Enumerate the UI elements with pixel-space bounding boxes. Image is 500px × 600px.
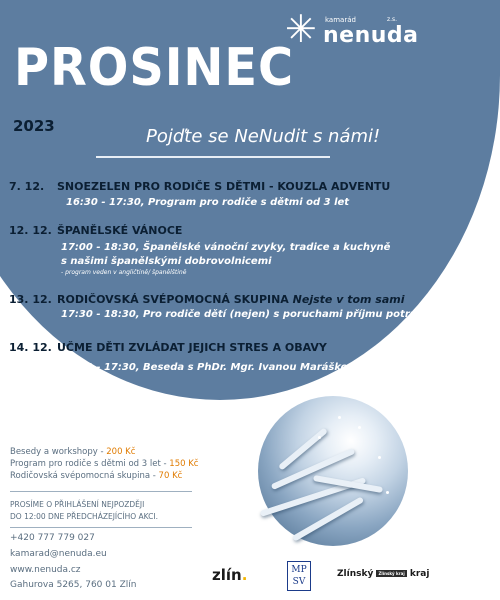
kraj-logo-right: kraj (409, 569, 430, 579)
slogan: Pojďte se NeNudit s námi! (146, 126, 381, 147)
contact-phone[interactable]: +420 777 779 027 (10, 533, 95, 543)
price-row (10, 458, 198, 470)
brand-small-text: kamarád (325, 16, 356, 24)
event-details: 16:00 - 17:30, Beseda s PhDr. Mgr. Ivanou Maráškovou (61, 362, 369, 373)
event-date: 7. 12. (9, 180, 45, 193)
event-title: UČME DĚTI ZVLÁDAT JEJICH STRES A OBAVY (57, 341, 327, 354)
registration-note (10, 499, 158, 523)
price-value: 200 Kč (106, 447, 136, 457)
event-details: s našimi španělskými dobrovolnicemi (61, 256, 272, 267)
event-details: 17:30 - 18:30, Pro rodiče dětí (nejen) s poruchami příjmu potravy (61, 309, 430, 320)
event-details: 16:30 - 17:30, Program pro rodiče s dětmi od 3 let (66, 197, 350, 208)
registration-note-line: PROSÍME O PŘIHLÁŠENÍ NEJPOZDĚJI (10, 500, 145, 509)
price-label: Besedy a workshopy - (10, 447, 107, 457)
snowflake-person-icon: ✳ (285, 7, 317, 51)
snowy-tree-photo (258, 396, 408, 546)
divider (10, 527, 192, 528)
price-row (10, 446, 198, 458)
mpsv-logo-line: SV (292, 577, 306, 587)
price-label: Rodičovská svépomocná skupina - (10, 471, 159, 481)
price-value: 150 Kč (169, 459, 199, 469)
event-title (57, 293, 405, 306)
snowflake (386, 491, 389, 494)
event-title: SNOEZELEN PRO RODIČE S DĚTMI - KOUZLA ADVENTU (57, 180, 391, 193)
zlin-logo-text: zlín (212, 566, 242, 584)
brand-logo (285, 7, 419, 54)
event-note: - program veden v angličtině/ španělštině (61, 269, 187, 276)
price-label: Program pro rodiče s dětmi od 3 let - (10, 459, 170, 469)
event-title: ŠPANĚLSKÉ VÁNOCE (57, 224, 183, 237)
snowflake (338, 416, 341, 419)
event-date: 14. 12. (9, 341, 52, 354)
registration-note-line: DO 12:00 DNE PŘEDCHÁZEJÍCÍHO AKCI. (10, 512, 158, 521)
event-details: 17:00 - 18:30, Španělské vánoční zvyky, tradice a kuchyně (61, 242, 391, 253)
slogan-underline (96, 156, 330, 158)
contact-address: Gahurova 5265, 760 01 Zlín (10, 580, 137, 590)
event-title-main: RODIČOVSKÁ SVÉPOMOCNÁ SKUPINA (57, 293, 289, 306)
event-date: 13. 12. (9, 293, 52, 306)
price-value: 70 Kč (158, 471, 183, 481)
brand-name: nenuda (323, 23, 419, 48)
contact-web[interactable]: www.nenuda.cz (10, 565, 81, 575)
month-title: PROSINEC (14, 38, 295, 98)
divider (10, 491, 192, 492)
kraj-logo-box: Zlínský kraj (378, 571, 405, 576)
kraj-logo-left: Zlínský (337, 569, 374, 579)
year: 2023 (13, 117, 55, 135)
zlin-logo-dot: . (241, 566, 248, 584)
zlin-city-logo (212, 566, 247, 584)
brand-suffix: z.s. (387, 16, 398, 23)
event-date: 12. 12. (9, 224, 52, 237)
mpsv-logo (287, 561, 311, 591)
snowflake (318, 436, 321, 439)
price-list (10, 446, 198, 482)
mpsv-logo-line: MP (291, 565, 307, 575)
snowflake (378, 456, 381, 459)
snowflake (358, 426, 361, 429)
price-row (10, 470, 198, 482)
contact-email[interactable]: kamarad@nenuda.eu (10, 549, 107, 559)
zlin-region-logo (337, 569, 429, 579)
event-title-emphasis: Nejste v tom sami (292, 293, 405, 306)
